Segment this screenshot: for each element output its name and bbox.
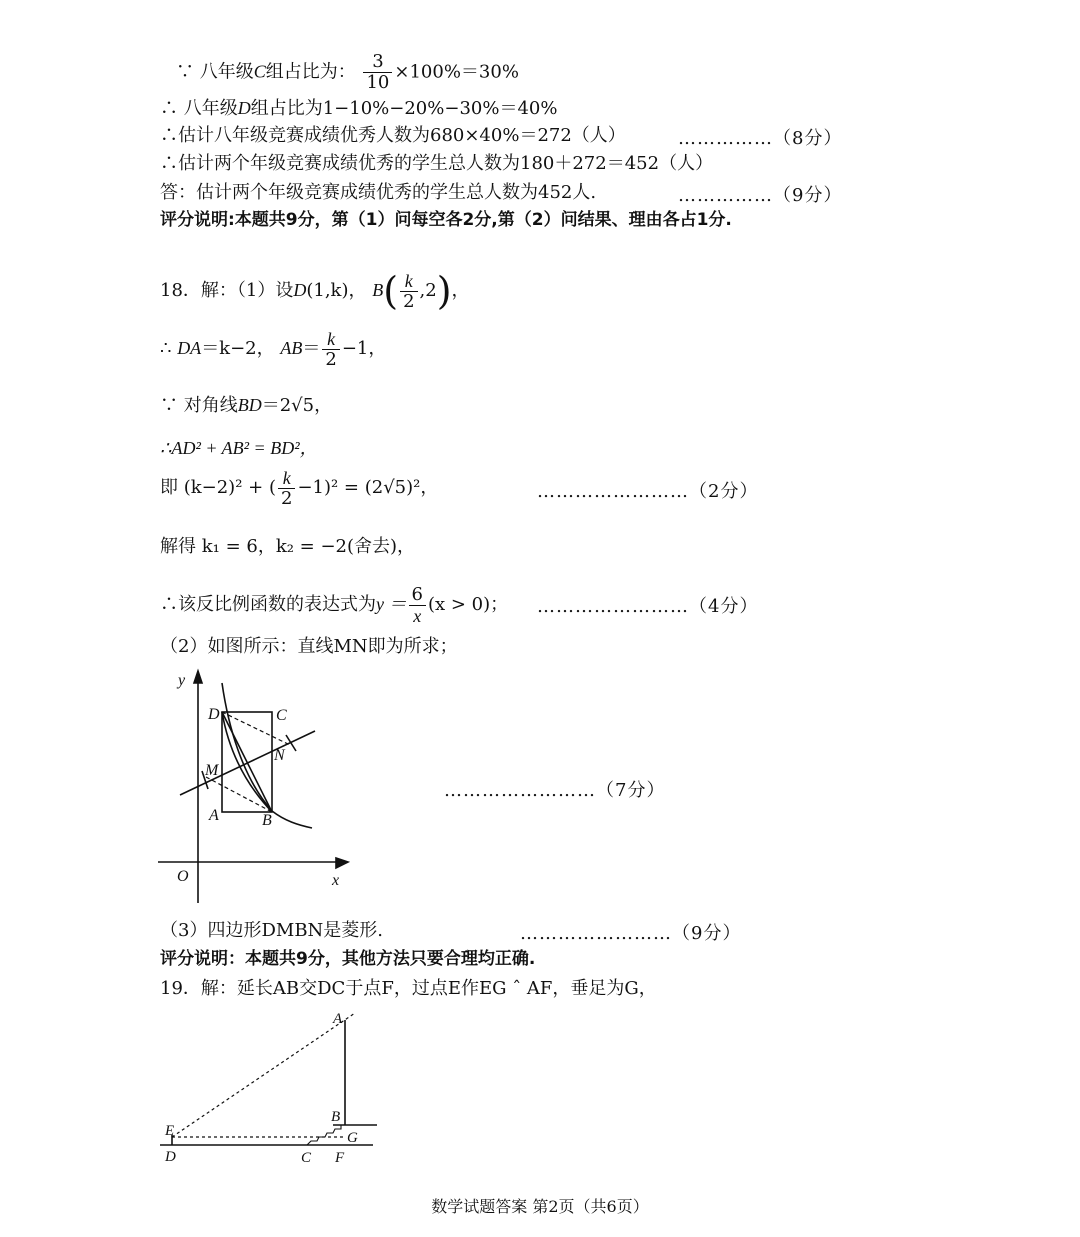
score-8: ……………（8分）	[678, 128, 843, 149]
s18-line-2: ∴ DA＝k−2， AB＝ $\frac{k}{2}$ −1，	[160, 328, 387, 370]
score-7: ……………………（7分）	[444, 780, 666, 801]
label-d2: D	[165, 1149, 176, 1165]
s17-line-1: ∵ 八年级C组占比为： $\frac{3}{10}$ ×100%＝30%	[176, 51, 519, 93]
s18-scoring-note: 评分说明：本题共9分，其他方法只要合理均正确.	[160, 949, 536, 969]
score-4: ……………………（4分）	[537, 596, 759, 617]
s18-line-6: 解得 k₁ = 6，k₂ = −2(舍去)，	[160, 536, 416, 557]
s18-header: 18．解：（1）设D(1,k)， B( $\frac{k}{2}$ ,2)，	[160, 269, 470, 313]
s18-part3: （3）四边形DMBN是菱形.	[160, 920, 384, 941]
figure-rectangle-hyperbola	[150, 665, 360, 910]
label-o: O	[177, 868, 189, 885]
label-a: A	[209, 807, 219, 824]
s19-header: 19．解：延长AB交DC于点F，过点E作EG ˆ AF，垂足为G，	[160, 978, 657, 999]
score-2: ……………………（2分）	[537, 481, 759, 502]
cross-mark-n	[286, 735, 296, 751]
label-f2: F	[335, 1150, 345, 1166]
label-m: M	[205, 762, 219, 779]
s17-line-2: ∴ 八年级D组占比为1−10%−20%−30%＝40%	[160, 98, 558, 119]
fraction-k-2: $\frac{k}{2}$	[400, 271, 417, 312]
s17-answer: 答：估计两个年级竞赛成绩优秀的学生总人数为452人.	[160, 182, 597, 203]
label-c: C	[276, 707, 287, 724]
s17-line-3: ∴估计八年级竞赛成绩优秀人数为680×40%＝272（人）	[160, 125, 626, 146]
line-mn	[180, 731, 315, 795]
label-g2: G	[347, 1130, 358, 1146]
score-9: ……………（9分）	[678, 185, 843, 206]
page-footer: 数学试题答案 第2页（共6页）	[431, 1197, 649, 1216]
s18-line-5: 即 (k−2)² + ( $\frac{k}{2}$ −1)² = (2√5)²，	[160, 467, 439, 509]
label-y: y	[178, 672, 186, 689]
s18-part2: （2）如图所示：直线MN即为所求；	[160, 636, 458, 657]
s18-line-4: ∴AD² + AB² = BD²，	[160, 438, 318, 458]
y-axis-arrow	[194, 671, 202, 683]
label-a2: A	[333, 1011, 343, 1027]
staircase	[307, 1125, 341, 1145]
dashed-ea	[172, 1013, 355, 1137]
s18-line-7: ∴该反比例函数的表达式为y ＝ $\frac{6}{x}$ (x > 0)；	[160, 583, 509, 626]
x-axis-arrow	[336, 858, 348, 868]
fraction-k-2-c: $\frac{k}{2}$	[278, 468, 295, 509]
label-b2: B	[331, 1109, 341, 1125]
label-c2: C	[301, 1150, 312, 1166]
score-9b: ……………………（9分）	[520, 923, 742, 944]
label-d: D	[208, 706, 220, 723]
label-e2: E	[165, 1123, 175, 1139]
figure-height-measure	[155, 1005, 385, 1170]
s17-line-4: ∴估计两个年级竞赛成绩优秀的学生总人数为180＋272＝452（人）	[160, 153, 714, 174]
fraction-k-2-b: $\frac{k}{2}$	[322, 329, 339, 370]
label-n: N	[274, 747, 285, 764]
s17-scoring-note: 评分说明:本题共9分，第（1）问每空各2分,第（2）问结果、理由各占1分.	[160, 210, 732, 230]
fraction-3-10: $\frac{3}{10}$	[363, 52, 392, 93]
s18-line-3: ∵ 对角线BD＝2√5，	[160, 395, 333, 416]
label-x: x	[332, 872, 340, 889]
diagonal-db	[222, 712, 272, 812]
fraction-6-x: $\frac{6}{x}$	[409, 585, 426, 626]
label-b: B	[262, 812, 272, 829]
